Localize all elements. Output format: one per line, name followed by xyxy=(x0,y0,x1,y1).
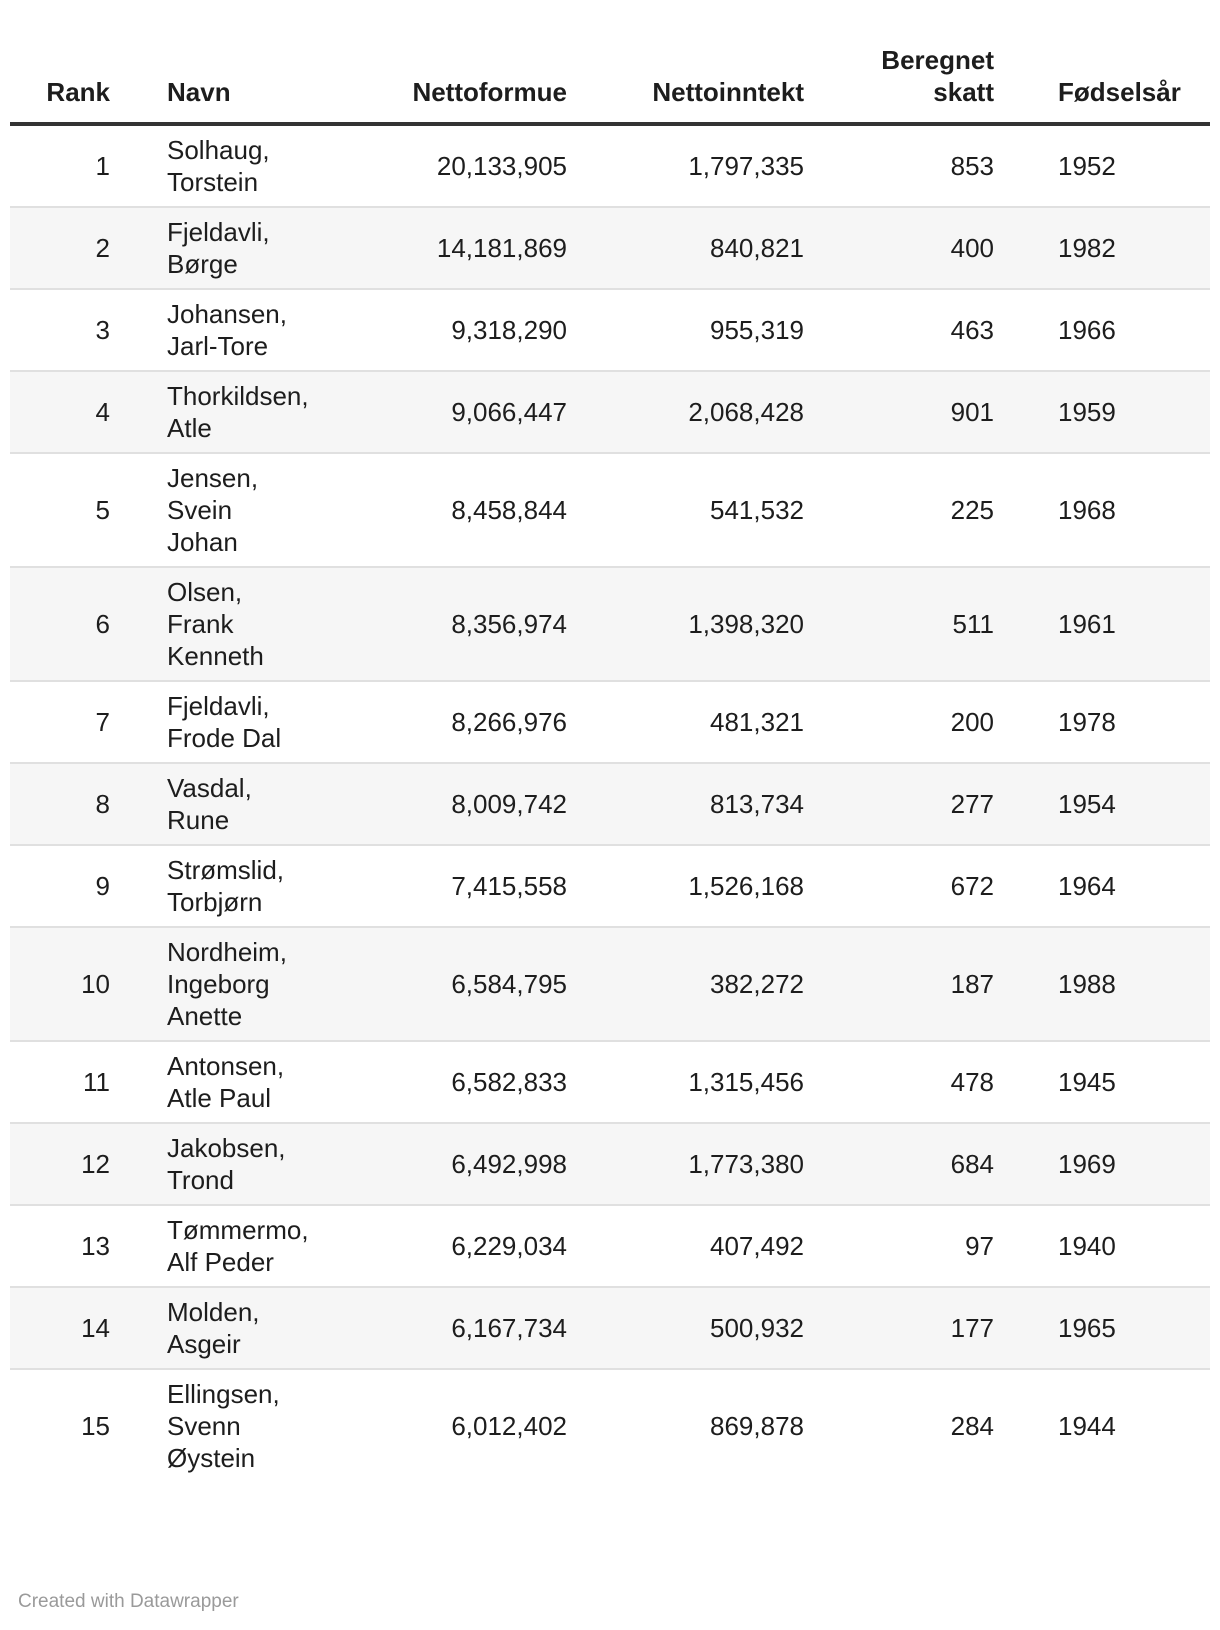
cell-rank: 14 xyxy=(81,1313,110,1343)
table-row xyxy=(10,763,1210,845)
cell-beregnet-skatt: 901 xyxy=(950,397,994,427)
cell-fodselsar: 1968 xyxy=(1058,495,1116,525)
table-row xyxy=(10,845,1210,927)
cell-beregnet-skatt: 684 xyxy=(950,1149,994,1179)
cell-nettoformue: 8,009,742 xyxy=(451,789,567,819)
cell-nettoformue: 8,266,976 xyxy=(451,707,567,737)
cell-navn xyxy=(110,1369,310,1482)
cell-beregnet-skatt: 478 xyxy=(950,1067,994,1097)
cell-navn xyxy=(110,289,310,371)
cell-nettoinntekt: 1,773,380 xyxy=(688,1149,804,1179)
cell-rank: 6 xyxy=(95,609,110,639)
cell-nettoinntekt: 1,398,320 xyxy=(688,609,804,639)
cell-navn xyxy=(110,453,310,567)
cell-rank: 11 xyxy=(83,1067,110,1097)
cell-beregnet-skatt: 225 xyxy=(950,495,994,525)
cell-fodselsar: 1966 xyxy=(1058,315,1116,345)
cell-rank: 8 xyxy=(95,789,110,819)
cell-rank: 1 xyxy=(95,151,110,181)
cell-navn-text: Vasdal, Rune xyxy=(167,773,252,835)
cell-beregnet-skatt: 177 xyxy=(950,1313,994,1343)
cell-nettoformue: 7,415,558 xyxy=(451,871,567,901)
cell-rank: 4 xyxy=(95,397,110,427)
cell-beregnet-skatt: 511 xyxy=(952,609,994,639)
cell-navn xyxy=(110,371,310,453)
table-row xyxy=(10,927,1210,1041)
header-fodselsar: Fødselsår xyxy=(994,44,1210,124)
cell-nettoinntekt: 955,319 xyxy=(710,315,804,345)
header-navn: Navn xyxy=(110,44,310,124)
cell-navn xyxy=(110,1287,310,1369)
cell-nettoinntekt: 481,321 xyxy=(710,707,804,737)
cell-beregnet-skatt: 187 xyxy=(950,969,994,999)
cell-fodselsar: 1945 xyxy=(1058,1067,1116,1097)
datawrapper-credit-link[interactable]: Created with Datawrapper xyxy=(18,1591,239,1612)
cell-navn-text: Strømslid, Torbjørn xyxy=(167,855,284,917)
header-beregnet-skatt-label: Beregnet skatt xyxy=(881,45,994,107)
table-row xyxy=(10,681,1210,763)
cell-beregnet-skatt: 672 xyxy=(950,871,994,901)
cell-navn-text: Jakobsen, Trond xyxy=(167,1133,286,1195)
cell-rank: 7 xyxy=(95,707,110,737)
cell-nettoformue: 6,167,734 xyxy=(451,1313,567,1343)
table-row xyxy=(10,371,1210,453)
cell-nettoinntekt: 500,932 xyxy=(710,1313,804,1343)
cell-nettoinntekt: 382,272 xyxy=(710,969,804,999)
cell-rank: 12 xyxy=(81,1149,110,1179)
cell-rank: 10 xyxy=(81,969,110,999)
table-row xyxy=(10,1287,1210,1369)
header-beregnet-skatt xyxy=(804,44,994,124)
cell-nettoformue: 6,584,795 xyxy=(451,969,567,999)
cell-beregnet-skatt: 200 xyxy=(950,707,994,737)
header-row xyxy=(10,44,1210,124)
cell-navn xyxy=(110,567,310,681)
cell-nettoformue: 9,318,290 xyxy=(451,315,567,345)
cell-nettoformue: 8,356,974 xyxy=(451,609,567,639)
table-body xyxy=(10,124,1210,1482)
cell-navn xyxy=(110,124,310,207)
table-row xyxy=(10,124,1210,207)
cell-fodselsar: 1940 xyxy=(1058,1231,1116,1261)
cell-rank: 13 xyxy=(81,1231,110,1261)
cell-beregnet-skatt: 853 xyxy=(950,151,994,181)
cell-fodselsar: 1969 xyxy=(1058,1149,1116,1179)
table-row xyxy=(10,453,1210,567)
cell-navn xyxy=(110,1041,310,1123)
cell-fodselsar: 1944 xyxy=(1058,1411,1116,1441)
cell-navn-text: Ellingsen, Svenn Øystein xyxy=(167,1379,280,1473)
cell-fodselsar: 1961 xyxy=(1058,609,1116,639)
cell-beregnet-skatt: 97 xyxy=(965,1231,994,1261)
cell-navn-text: Solhaug, Torstein xyxy=(167,135,270,197)
cell-fodselsar: 1982 xyxy=(1058,233,1116,263)
cell-navn xyxy=(110,681,310,763)
table-row xyxy=(10,567,1210,681)
cell-nettoformue: 20,133,905 xyxy=(436,151,567,181)
cell-navn xyxy=(110,207,310,289)
cell-navn xyxy=(110,763,310,845)
cell-rank: 5 xyxy=(95,495,110,525)
cell-nettoformue: 9,066,447 xyxy=(451,397,567,427)
cell-nettoinntekt: 840,821 xyxy=(710,233,804,263)
table-row xyxy=(10,1205,1210,1287)
data-table xyxy=(10,44,1210,1482)
cell-beregnet-skatt: 284 xyxy=(950,1411,994,1441)
table-row xyxy=(10,1041,1210,1123)
cell-nettoinntekt: 1,315,456 xyxy=(688,1067,804,1097)
table-row xyxy=(10,207,1210,289)
cell-fodselsar: 1959 xyxy=(1058,397,1116,427)
cell-nettoinntekt: 2,068,428 xyxy=(688,397,804,427)
cell-navn-text: Fjeldavli, Frode Dal xyxy=(167,691,282,753)
table-header xyxy=(10,44,1210,124)
cell-nettoformue: 6,012,402 xyxy=(451,1411,567,1441)
cell-navn-text: Thorkildsen, Atle xyxy=(167,381,309,443)
cell-navn-text: Tømmermo, Alf Peder xyxy=(167,1215,309,1277)
cell-nettoformue: 6,229,034 xyxy=(451,1231,567,1261)
cell-nettoinntekt: 407,492 xyxy=(710,1231,804,1261)
table-row xyxy=(10,1123,1210,1205)
header-rank: Rank xyxy=(10,44,110,124)
cell-navn-text: Fjeldavli, Børge xyxy=(167,217,270,279)
cell-navn xyxy=(110,1205,310,1287)
cell-beregnet-skatt: 463 xyxy=(950,315,994,345)
cell-beregnet-skatt: 400 xyxy=(950,233,994,263)
cell-nettoformue: 6,582,833 xyxy=(451,1067,567,1097)
cell-nettoinntekt: 869,878 xyxy=(710,1411,804,1441)
cell-fodselsar: 1964 xyxy=(1058,871,1116,901)
cell-beregnet-skatt: 277 xyxy=(950,789,994,819)
cell-rank: 9 xyxy=(95,871,110,901)
header-nettoformue: Nettoformue xyxy=(310,44,567,124)
cell-nettoformue: 14,181,869 xyxy=(436,233,567,263)
cell-navn xyxy=(110,845,310,927)
cell-navn-text: Johansen, Jarl-Tore xyxy=(167,299,287,361)
cell-navn-text: Molden, Asgeir xyxy=(167,1297,260,1359)
cell-navn-text: Olsen, Frank Kenneth xyxy=(167,577,264,671)
cell-rank: 15 xyxy=(81,1411,110,1441)
header-nettoinntekt: Nettoinntekt xyxy=(567,44,804,124)
cell-nettoinntekt: 1,797,335 xyxy=(688,151,804,181)
footer xyxy=(10,1590,1210,1628)
cell-navn-text: Nordheim, Ingeborg Anette xyxy=(167,937,287,1031)
cell-nettoinntekt: 813,734 xyxy=(710,789,804,819)
cell-fodselsar: 1965 xyxy=(1058,1313,1116,1343)
cell-nettoinntekt: 1,526,168 xyxy=(688,871,804,901)
cell-fodselsar: 1952 xyxy=(1058,151,1116,181)
cell-fodselsar: 1978 xyxy=(1058,707,1116,737)
cell-navn xyxy=(110,927,310,1041)
cell-rank: 2 xyxy=(95,233,110,263)
table-row xyxy=(10,289,1210,371)
cell-navn-text: Antonsen, Atle Paul xyxy=(167,1051,285,1113)
cell-fodselsar: 1988 xyxy=(1058,969,1116,999)
cell-navn-text: Jensen, Svein Johan xyxy=(167,463,259,557)
cell-navn xyxy=(110,1123,310,1205)
cell-fodselsar: 1954 xyxy=(1058,789,1116,819)
cell-nettoinntekt: 541,532 xyxy=(710,495,804,525)
cell-rank: 3 xyxy=(95,315,110,345)
cell-nettoformue: 8,458,844 xyxy=(451,495,567,525)
cell-nettoformue: 6,492,998 xyxy=(451,1149,567,1179)
table-row xyxy=(10,1369,1210,1482)
